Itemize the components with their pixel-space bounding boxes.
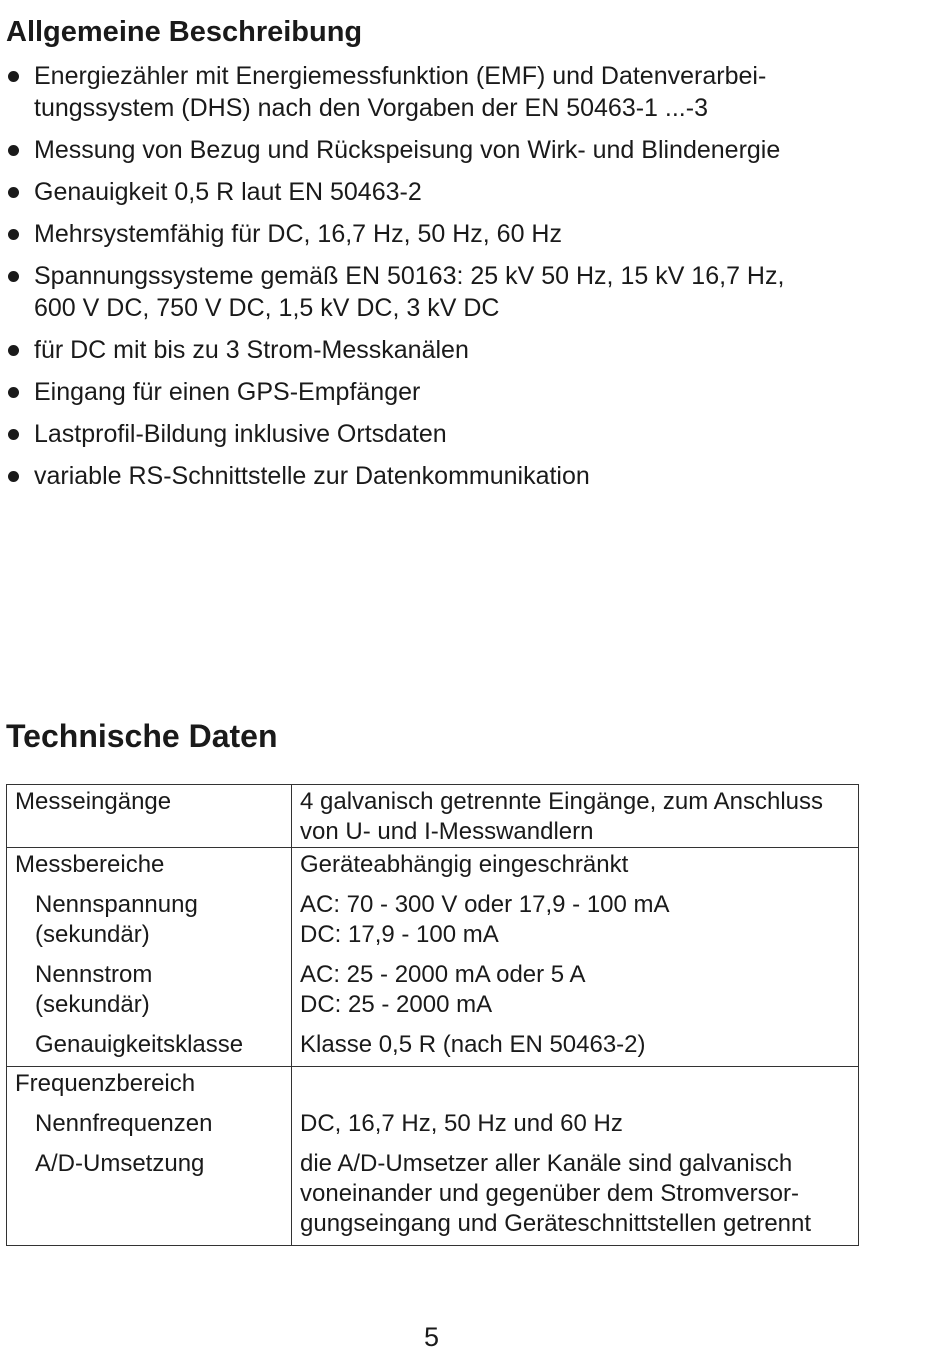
bullet-icon bbox=[8, 187, 19, 198]
list-item bbox=[6, 376, 866, 408]
list-item bbox=[6, 176, 866, 208]
table-row-messbereiche bbox=[7, 848, 859, 881]
list-item bbox=[6, 418, 866, 450]
table-row-nennfrequenzen bbox=[7, 1099, 859, 1139]
section-title-general: Allgemeine Beschreibung bbox=[6, 16, 363, 48]
list-item-text: Genauigkeit 0,5 R laut EN 50463-2 bbox=[34, 178, 422, 206]
row-label: Nennspannung (sekundär) bbox=[7, 880, 292, 950]
row-value bbox=[292, 1067, 859, 1100]
row-value: Klasse 0,5 R (nach EN 50463-2) bbox=[292, 1020, 859, 1067]
list-item bbox=[6, 218, 866, 250]
list-item bbox=[6, 260, 866, 324]
technical-data-table bbox=[6, 784, 859, 1246]
table-row-nennstrom bbox=[7, 950, 859, 1020]
page-number: 5 bbox=[423, 1322, 440, 1352]
list-item bbox=[6, 334, 866, 366]
row-value: Geräteabhängig eingeschränkt bbox=[292, 848, 859, 881]
row-value: AC: 70 - 300 V oder 17,9 - 100 mA DC: 17,9 - 100 mA bbox=[292, 880, 859, 950]
list-item-text: Eingang für einen GPS-Empfänger bbox=[34, 378, 421, 406]
feature-list bbox=[6, 60, 866, 502]
list-item-text: Energiezähler mit Energiemessfunktion (EMF) und Datenverarbei- tungssystem (DHS) nach den Vorgaben der EN 50463-1 ...-3 bbox=[34, 62, 767, 122]
list-item-text: Messung von Bezug und Rückspeisung von Wirk- und Blindenergie bbox=[34, 136, 781, 164]
list-item bbox=[6, 134, 866, 166]
row-value: DC, 16,7 Hz, 50 Hz und 60 Hz bbox=[292, 1099, 859, 1139]
row-value: die A/D-Umsetzer aller Kanäle sind galvanisch voneinander und gegenüber dem Stromversor- gungseingang und Geräteschnittstellen getrennt bbox=[292, 1139, 859, 1246]
list-item-text: Mehrsystemfähig für DC, 16,7 Hz, 50 Hz, 60 Hz bbox=[34, 220, 562, 248]
bullet-icon bbox=[8, 471, 19, 482]
table-row-nennspannung bbox=[7, 880, 859, 950]
bullet-icon bbox=[8, 229, 19, 240]
row-label: Nennstrom (sekundär) bbox=[7, 950, 292, 1020]
row-label: Nennfrequenzen bbox=[7, 1099, 292, 1139]
table-row-messeingaenge bbox=[7, 785, 859, 848]
bullet-icon bbox=[8, 71, 19, 82]
row-value: 4 galvanisch getrennte Eingänge, zum Anschluss von U- und I-Messwandlern bbox=[292, 785, 859, 848]
list-item-text: Spannungssysteme gemäß EN 50163: 25 kV 50 Hz, 15 kV 16,7 Hz, 600 V DC, 750 V DC, 1,5 kV DC, 3 kV DC bbox=[34, 262, 785, 322]
list-item bbox=[6, 60, 866, 124]
row-label: Frequenzbereich bbox=[7, 1067, 292, 1100]
row-value: AC: 25 - 2000 mA oder 5 A DC: 25 - 2000 mA bbox=[292, 950, 859, 1020]
table-row-frequenzbereich bbox=[7, 1067, 859, 1100]
table-row-genauigkeitsklasse bbox=[7, 1020, 859, 1067]
bullet-icon bbox=[8, 271, 19, 282]
section-title-technical: Technische Daten bbox=[6, 718, 278, 754]
list-item bbox=[6, 460, 866, 492]
row-label: Messeingänge bbox=[7, 785, 292, 848]
row-label: Genauigkeitsklasse bbox=[7, 1020, 292, 1067]
bullet-icon bbox=[8, 145, 19, 156]
list-item-text: variable RS-Schnittstelle zur Datenkommunikation bbox=[34, 462, 590, 490]
bullet-icon bbox=[8, 429, 19, 440]
row-label: A/D-Umsetzung bbox=[7, 1139, 292, 1246]
table-row-ad-umsetzung bbox=[7, 1139, 859, 1246]
list-item-text: für DC mit bis zu 3 Strom-Messkanälen bbox=[34, 336, 469, 364]
list-item-text: Lastprofil-Bildung inklusive Ortsdaten bbox=[34, 420, 447, 448]
bullet-icon bbox=[8, 387, 19, 398]
row-label: Messbereiche bbox=[7, 848, 292, 881]
bullet-icon bbox=[8, 345, 19, 356]
